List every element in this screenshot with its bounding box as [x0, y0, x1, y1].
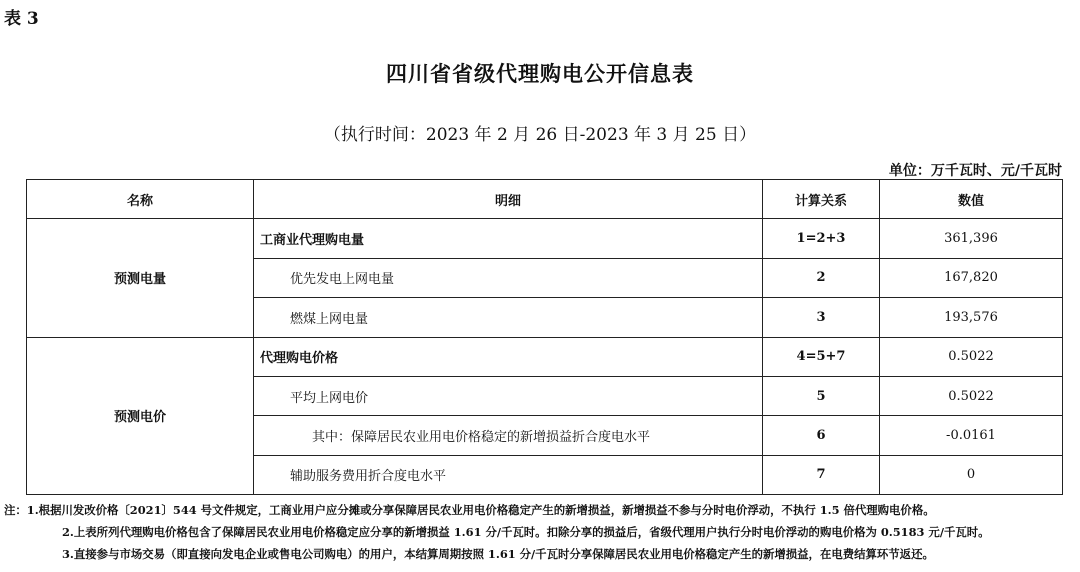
table-row [27, 337, 1063, 376]
footnotes [4, 499, 1076, 565]
row-detail: 优先发电上网电量 [254, 258, 763, 297]
header-name: 名称 [27, 180, 254, 219]
row-calc: 1=2+3 [763, 219, 880, 258]
execution-period: （执行时间：2023 年 2 月 26 日-2023 年 3 月 25 日） [323, 125, 757, 145]
table-row [27, 219, 1063, 258]
group-name-volume: 预测电量 [27, 219, 254, 337]
row-value: 0.5022 [880, 376, 1063, 415]
row-value: 193,576 [880, 298, 1063, 337]
row-calc: 7 [763, 455, 880, 494]
header-row [27, 180, 1063, 219]
header-calc: 计算关系 [763, 180, 880, 219]
table-number-label: 表 3 [4, 9, 39, 29]
row-detail: 代理购电价格 [254, 337, 763, 376]
row-value: -0.0161 [880, 416, 1063, 455]
row-value: 0.5022 [880, 337, 1063, 376]
row-detail: 其中：保障居民农业用电价格稳定的新增损益折合度电水平 [254, 416, 763, 455]
row-detail: 工商业代理购电量 [254, 219, 763, 258]
header-detail: 明细 [254, 180, 763, 219]
footnote-1: 注：1.根据川发改价格〔2021〕544 号文件规定，工商业用户应分摊或分享保障居民农业用电价格稳定产生的新增损益，新增损益不参与分时电价浮动，不执行 1.5 倍代理购电价格。 [4, 503, 935, 517]
footnote-3: 3.直接参与市场交易（即直接向发电企业或售电公司购电）的用户，本结算周期按照 1.61 分/千瓦时分享保障居民农业用电价格稳定产生的新增损益，在电费结算环节返还。 [62, 547, 934, 561]
row-detail: 辅助服务费用折合度电水平 [254, 455, 763, 494]
row-calc: 2 [763, 258, 880, 297]
footnote-2: 2.上表所列代理购电价格包含了保障居民农业用电价格稳定应分享的新增损益 1.61 分/千瓦时。扣除分享的损益后，省级代理用户执行分时电价浮动的购电价格为 0.5183 元/千瓦时。 [62, 525, 990, 539]
row-value: 167,820 [880, 258, 1063, 297]
page-title: 四川省省级代理购电公开信息表 [386, 61, 694, 86]
row-calc: 3 [763, 298, 880, 337]
header-value: 数值 [880, 180, 1063, 219]
unit-label: 单位：万千瓦时、元/千瓦时 [888, 163, 1062, 179]
price-info-table [26, 179, 1063, 495]
row-detail: 平均上网电价 [254, 376, 763, 415]
row-detail: 燃煤上网电量 [254, 298, 763, 337]
row-value: 0 [880, 455, 1063, 494]
group-name-price: 预测电价 [27, 337, 254, 495]
row-value: 361,396 [880, 219, 1063, 258]
row-calc: 6 [763, 416, 880, 455]
row-calc: 5 [763, 376, 880, 415]
row-calc: 4=5+7 [763, 337, 880, 376]
